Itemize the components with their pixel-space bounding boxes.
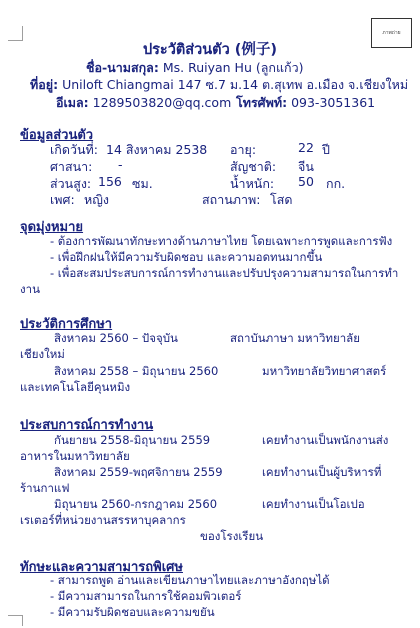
age-value: 22 <box>298 140 314 155</box>
nationality-value: จีน <box>298 159 314 174</box>
weight-label: น้ำหนัก: <box>230 176 275 191</box>
weight-value: 50 <box>298 174 314 189</box>
email-label: อีเมล: <box>56 95 89 110</box>
experience-role-cont: เรเตอร์ที่หน่วยงานสรรหาบุคลากร <box>20 513 186 527</box>
objective-item: - ต้องการพัฒนาทักษะทางด้านภาษาไทย โดยเฉพาะการพูดและการฟัง <box>50 234 393 248</box>
education-period: สิงหาคม 2560 – ปัจจุบัน <box>54 331 178 345</box>
skills-item: - มีความรับผิดชอบและความขยัน <box>50 605 215 619</box>
religion-value: - <box>118 157 123 172</box>
skills-item: - สามารถพูด อ่านและเขียนภาษาไทยและภาษาอังกฤษได้ <box>50 573 330 587</box>
gender-label: เพศ: <box>50 192 75 207</box>
page-title: ประวัติส่วนตัว (例子) <box>142 42 278 58</box>
experience-role: เคยทำงานเป็นพนักงานส่ง <box>262 433 389 447</box>
personal-heading: ข้อมูลส่วนตัว <box>20 128 94 143</box>
age-unit: ปี <box>322 142 330 157</box>
gender-value: หญิง <box>84 192 109 207</box>
objective-item: งาน <box>20 282 40 296</box>
status-label: สถานภาพ: <box>202 192 261 207</box>
skills-heading: ทักษะและความสามารถพิเศษ <box>20 560 183 575</box>
experience-trailing: ของโรงเรียน <box>200 529 264 543</box>
education-period: สิงหาคม 2558 – มิถุนายน 2560 <box>54 364 219 378</box>
education-place-cont: และเทคโนโลยีคุนหมิง <box>20 380 131 394</box>
experience-role: เคยทำงานเป็นโอเปอ <box>262 497 365 511</box>
page-corner-mark <box>8 615 23 626</box>
education-heading: ประวัติการศึกษา <box>20 317 113 332</box>
objective-item: - เพื่อสะสมประสบการณ์การทำงานและปรับปรุงความสามารถในการทำ <box>50 266 399 280</box>
experience-role-cont: อาหารในมหาวิทยาลัย <box>20 449 130 463</box>
age-label: อายุ: <box>230 142 257 157</box>
birth-label: เกิดวันที่: <box>50 142 98 157</box>
experience-period: สิงหาคม 2559-พฤศจิกายน 2559 <box>54 465 223 479</box>
education-place: มหาวิทยาลัยวิทยาศาสตร์ <box>262 364 387 378</box>
education-place: สถาบันภาษา มหาวิทยาลัย <box>230 331 360 345</box>
education-place-cont: เชียงใหม่ <box>20 347 65 361</box>
weight-unit: กก. <box>326 176 346 191</box>
name-value: Ms. Ruiyan Hu (ลูกแก้ว) <box>162 60 304 75</box>
birth-value: 14 สิงหาคม 2538 <box>106 142 208 157</box>
experience-period: มิถุนายน 2560-กรกฎาคม 2560 <box>54 497 218 511</box>
nationality-label: สัญชาติ: <box>230 159 277 174</box>
height-value: 156 <box>98 174 122 189</box>
email-line <box>56 93 231 113</box>
phone-label: โทรศัพท์: <box>236 95 288 110</box>
photo-box-label: ภาพถ่าย <box>382 30 401 36</box>
experience-role: เคยทำงานเป็นผู้บริหารที่ <box>262 465 382 479</box>
phone-line <box>236 93 375 113</box>
address-value: Uniloft Chiangmai 147 ซ.7 ม.14 ต.สุเทพ อ.เมือง จ.เชียงใหม่ <box>62 77 409 92</box>
experience-heading: ประสบการณ์การทำงาน <box>20 418 154 433</box>
status-value: โสด <box>270 192 293 207</box>
address-label: ที่อยู่: <box>30 77 59 92</box>
name-label: ชื่อ-นามสกุล: <box>86 60 159 75</box>
experience-period: กันยายน 2558-มิถุนายน 2559 <box>54 433 211 447</box>
objective-item: - เพื่อฝึกฝนให้มีความรับผิดชอบ และความอดทนมากขึ้น <box>50 250 323 264</box>
experience-role-cont: ร้านกาแฟ <box>20 481 70 495</box>
height-label: ส่วนสูง: <box>50 176 92 191</box>
email-value: 1289503820@qq.com <box>92 95 232 110</box>
address-line <box>30 75 408 95</box>
religion-label: ศาสนา: <box>50 159 93 174</box>
skills-item: - มีความสามารถในการใช้คอมพิวเตอร์ <box>50 589 242 603</box>
height-unit: ซม. <box>132 176 153 191</box>
objective-heading: จุดมุ่งหมาย <box>20 220 84 235</box>
phone-value: 093-3051361 <box>291 95 376 110</box>
